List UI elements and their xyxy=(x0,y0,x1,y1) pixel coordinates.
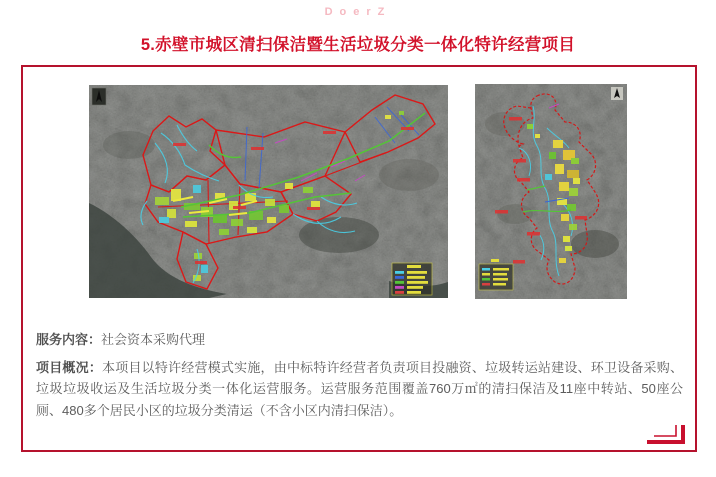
right-map-svg xyxy=(475,84,627,299)
service-content-label: 服务内容： xyxy=(36,332,102,347)
left-map-svg xyxy=(89,85,448,298)
page-corner-icon xyxy=(643,421,687,445)
service-content-value: 社会资本采购代理 xyxy=(101,332,206,347)
project-overview-text: 本项目以特许经营模式实施，由中标特许经营者负责项目投融资、垃圾转运站建设、环卫设备采购、垃圾垃圾收运及生活垃圾分类一体化运营服务。运营服务范围覆盖760万㎡的清扫保洁及11座中转站、50座公厕、480多个居民小区的垃圾分类清运（不含小区内清扫保洁）。 xyxy=(36,360,683,418)
project-overview-label: 项目概况： xyxy=(36,360,103,375)
north-arrow-icon xyxy=(92,88,106,105)
map-legend xyxy=(392,263,432,295)
brand-watermark: DoerZ xyxy=(324,6,392,18)
north-arrow-icon xyxy=(611,87,623,100)
city-service-area-map-image xyxy=(89,85,448,298)
service-content-line xyxy=(36,329,683,350)
page-title: 5.赤壁市城区清扫保洁暨生活垃圾分类一体化特许经营项目 xyxy=(140,36,576,54)
district-detail-map-image xyxy=(475,84,627,299)
project-description xyxy=(36,329,683,421)
project-overview-paragraph xyxy=(36,357,683,421)
content-frame xyxy=(21,65,697,452)
